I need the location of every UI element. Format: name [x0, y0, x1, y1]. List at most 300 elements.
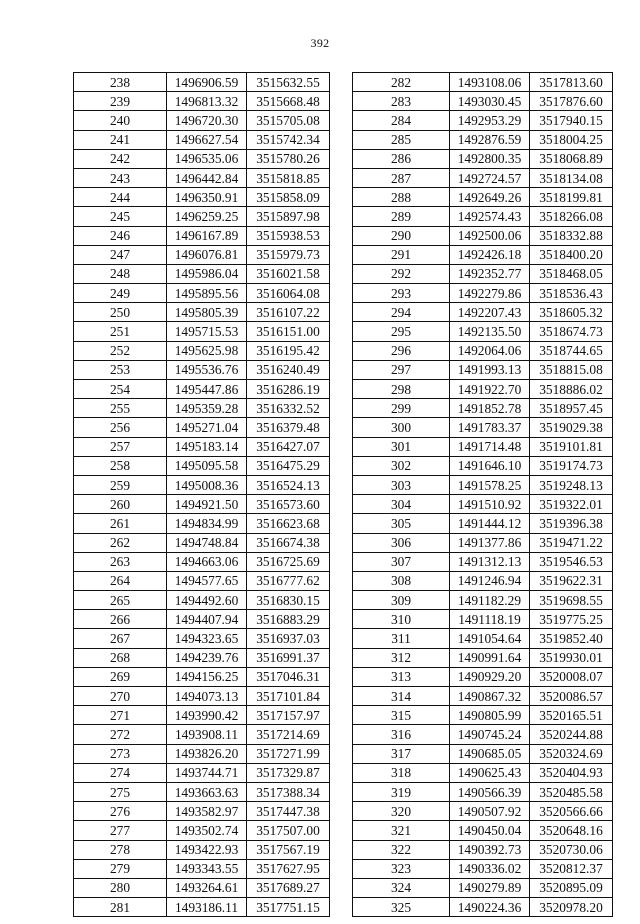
table-row — [74, 475, 330, 494]
x-coordinate-cell: 1496813.32 — [167, 92, 247, 111]
point-number-cell: 276 — [74, 802, 167, 821]
y-coordinate-cell: 3516064.08 — [247, 284, 330, 303]
x-coordinate-cell: 1494577.65 — [167, 571, 247, 590]
table-row — [74, 591, 330, 610]
y-coordinate-cell: 3516524.13 — [247, 475, 330, 494]
x-coordinate-cell: 1490566.39 — [450, 782, 530, 801]
x-coordinate-cell: 1490507.92 — [450, 802, 530, 821]
table-row — [74, 188, 330, 207]
x-coordinate-cell: 1492279.86 — [450, 284, 530, 303]
table-row — [353, 226, 613, 245]
table-row — [74, 130, 330, 149]
table-row — [353, 744, 613, 763]
point-number-cell: 259 — [74, 475, 167, 494]
y-coordinate-cell: 3515897.98 — [247, 207, 330, 226]
point-number-cell: 241 — [74, 130, 167, 149]
table-row — [353, 514, 613, 533]
point-number-cell: 256 — [74, 418, 167, 437]
y-coordinate-cell: 3516107.22 — [247, 303, 330, 322]
x-coordinate-cell: 1495895.56 — [167, 284, 247, 303]
x-coordinate-cell: 1490625.43 — [450, 763, 530, 782]
table-row — [353, 878, 613, 897]
y-coordinate-cell: 3520324.69 — [530, 744, 613, 763]
x-coordinate-cell: 1493582.97 — [167, 802, 247, 821]
y-coordinate-cell: 3515818.85 — [247, 168, 330, 187]
table-row — [353, 360, 613, 379]
y-coordinate-cell: 3516991.37 — [247, 648, 330, 667]
point-number-cell: 254 — [74, 380, 167, 399]
x-coordinate-cell: 1494073.13 — [167, 687, 247, 706]
x-coordinate-cell: 1492207.43 — [450, 303, 530, 322]
point-number-cell: 266 — [74, 610, 167, 629]
y-coordinate-cell: 3516286.19 — [247, 380, 330, 399]
table-row — [353, 437, 613, 456]
table-row — [74, 878, 330, 897]
x-coordinate-cell: 1490279.89 — [450, 878, 530, 897]
y-coordinate-cell: 3516883.29 — [247, 610, 330, 629]
y-coordinate-cell: 3517507.00 — [247, 821, 330, 840]
y-coordinate-cell: 3518536.43 — [530, 284, 613, 303]
point-number-cell: 248 — [74, 264, 167, 283]
x-coordinate-cell: 1494748.84 — [167, 533, 247, 552]
y-coordinate-cell: 3519396.38 — [530, 514, 613, 533]
point-number-cell: 258 — [74, 456, 167, 475]
table-row — [74, 802, 330, 821]
y-coordinate-cell: 3520978.20 — [530, 898, 613, 917]
point-number-cell: 263 — [74, 552, 167, 571]
y-coordinate-cell: 3517447.38 — [247, 802, 330, 821]
point-number-cell: 245 — [74, 207, 167, 226]
point-number-cell: 294 — [353, 303, 450, 322]
x-coordinate-cell: 1493264.61 — [167, 878, 247, 897]
point-number-cell: 290 — [353, 226, 450, 245]
table-row — [74, 898, 330, 917]
x-coordinate-cell: 1495447.86 — [167, 380, 247, 399]
table-row — [74, 667, 330, 686]
y-coordinate-cell: 3520165.51 — [530, 706, 613, 725]
y-coordinate-cell: 3517046.31 — [247, 667, 330, 686]
point-number-cell: 298 — [353, 380, 450, 399]
x-coordinate-cell: 1491444.12 — [450, 514, 530, 533]
table-row — [353, 380, 613, 399]
x-coordinate-cell: 1494239.76 — [167, 648, 247, 667]
table-row — [353, 456, 613, 475]
point-number-cell: 295 — [353, 322, 450, 341]
x-coordinate-cell: 1491852.78 — [450, 399, 530, 418]
point-number-cell: 247 — [74, 245, 167, 264]
x-coordinate-cell: 1493186.11 — [167, 898, 247, 917]
table-row — [74, 284, 330, 303]
x-coordinate-cell: 1492135.50 — [450, 322, 530, 341]
table-row — [353, 782, 613, 801]
x-coordinate-cell: 1490867.32 — [450, 687, 530, 706]
table-row — [353, 92, 613, 111]
table-row — [353, 591, 613, 610]
y-coordinate-cell: 3517101.84 — [247, 687, 330, 706]
x-coordinate-cell: 1496535.06 — [167, 149, 247, 168]
table-row — [353, 648, 613, 667]
table-row — [74, 168, 330, 187]
x-coordinate-cell: 1490392.73 — [450, 840, 530, 859]
table-row — [74, 687, 330, 706]
point-number-cell: 257 — [74, 437, 167, 456]
x-coordinate-cell: 1495095.58 — [167, 456, 247, 475]
y-coordinate-cell: 3516777.62 — [247, 571, 330, 590]
table-row — [353, 418, 613, 437]
x-coordinate-cell: 1491510.92 — [450, 495, 530, 514]
table-row — [353, 73, 613, 92]
x-coordinate-cell: 1492876.59 — [450, 130, 530, 149]
x-coordinate-cell: 1491922.70 — [450, 380, 530, 399]
x-coordinate-cell: 1493502.74 — [167, 821, 247, 840]
table-row — [74, 92, 330, 111]
point-number-cell: 283 — [353, 92, 450, 111]
table-row — [353, 188, 613, 207]
x-coordinate-cell: 1492800.35 — [450, 149, 530, 168]
table-row — [353, 725, 613, 744]
point-number-cell: 311 — [353, 629, 450, 648]
x-coordinate-cell: 1491646.10 — [450, 456, 530, 475]
point-number-cell: 324 — [353, 878, 450, 897]
point-number-cell: 307 — [353, 552, 450, 571]
point-number-cell: 274 — [74, 763, 167, 782]
y-coordinate-cell: 3517940.15 — [530, 111, 613, 130]
point-number-cell: 260 — [74, 495, 167, 514]
y-coordinate-cell: 3520812.37 — [530, 859, 613, 878]
y-coordinate-cell: 3518468.05 — [530, 264, 613, 283]
y-coordinate-cell: 3519930.01 — [530, 648, 613, 667]
point-number-cell: 250 — [74, 303, 167, 322]
y-coordinate-cell: 3515979.73 — [247, 245, 330, 264]
point-number-cell: 308 — [353, 571, 450, 590]
point-number-cell: 238 — [74, 73, 167, 92]
x-coordinate-cell: 1496167.89 — [167, 226, 247, 245]
y-coordinate-cell: 3519101.81 — [530, 437, 613, 456]
x-coordinate-cell: 1492724.57 — [450, 168, 530, 187]
x-coordinate-cell: 1495183.14 — [167, 437, 247, 456]
point-number-cell: 304 — [353, 495, 450, 514]
point-number-cell: 325 — [353, 898, 450, 917]
y-coordinate-cell: 3520566.66 — [530, 802, 613, 821]
table-row — [353, 303, 613, 322]
table-row — [74, 207, 330, 226]
table-row — [353, 149, 613, 168]
x-coordinate-cell: 1492649.26 — [450, 188, 530, 207]
page-number: 392 — [310, 36, 330, 50]
y-coordinate-cell: 3516674.38 — [247, 533, 330, 552]
table-row — [74, 840, 330, 859]
y-coordinate-cell: 3519698.55 — [530, 591, 613, 610]
x-coordinate-cell: 1491312.13 — [450, 552, 530, 571]
x-coordinate-cell: 1496627.54 — [167, 130, 247, 149]
y-coordinate-cell: 3518605.32 — [530, 303, 613, 322]
x-coordinate-cell: 1494156.25 — [167, 667, 247, 686]
point-number-cell: 309 — [353, 591, 450, 610]
table-row — [353, 264, 613, 283]
x-coordinate-cell: 1492500.06 — [450, 226, 530, 245]
table-row — [353, 840, 613, 859]
x-coordinate-cell: 1496720.30 — [167, 111, 247, 130]
x-coordinate-cell: 1494834.99 — [167, 514, 247, 533]
table-row — [74, 514, 330, 533]
table-row — [74, 149, 330, 168]
table-row — [74, 744, 330, 763]
table-row — [353, 667, 613, 686]
x-coordinate-cell: 1496259.25 — [167, 207, 247, 226]
x-coordinate-cell: 1491993.13 — [450, 360, 530, 379]
table-row — [74, 533, 330, 552]
table-row — [74, 303, 330, 322]
point-number-cell: 303 — [353, 475, 450, 494]
point-number-cell: 296 — [353, 341, 450, 360]
x-coordinate-cell: 1492953.29 — [450, 111, 530, 130]
table-row — [353, 687, 613, 706]
point-number-cell: 281 — [74, 898, 167, 917]
point-number-cell: 262 — [74, 533, 167, 552]
y-coordinate-cell: 3519546.53 — [530, 552, 613, 571]
y-coordinate-cell: 3519471.22 — [530, 533, 613, 552]
y-coordinate-cell: 3515780.26 — [247, 149, 330, 168]
y-coordinate-cell: 3515858.09 — [247, 188, 330, 207]
point-number-cell: 301 — [353, 437, 450, 456]
point-number-cell: 255 — [74, 399, 167, 418]
point-number-cell: 297 — [353, 360, 450, 379]
table-row — [74, 245, 330, 264]
table-row — [74, 859, 330, 878]
y-coordinate-cell: 3517876.60 — [530, 92, 613, 111]
x-coordinate-cell: 1494323.65 — [167, 629, 247, 648]
x-coordinate-cell: 1490991.64 — [450, 648, 530, 667]
y-coordinate-cell: 3515668.48 — [247, 92, 330, 111]
table-row — [353, 130, 613, 149]
point-number-cell: 302 — [353, 456, 450, 475]
y-coordinate-cell: 3520404.93 — [530, 763, 613, 782]
table-row — [353, 610, 613, 629]
table-row — [74, 706, 330, 725]
y-coordinate-cell: 3520485.58 — [530, 782, 613, 801]
y-coordinate-cell: 3520244.88 — [530, 725, 613, 744]
y-coordinate-cell: 3516830.15 — [247, 591, 330, 610]
table-row — [353, 821, 613, 840]
x-coordinate-cell: 1495008.36 — [167, 475, 247, 494]
y-coordinate-cell: 3517567.19 — [247, 840, 330, 859]
table-row — [74, 571, 330, 590]
x-coordinate-cell: 1491246.94 — [450, 571, 530, 590]
point-number-cell: 323 — [353, 859, 450, 878]
y-coordinate-cell: 3517813.60 — [530, 73, 613, 92]
x-coordinate-cell: 1492064.06 — [450, 341, 530, 360]
x-coordinate-cell: 1495359.28 — [167, 399, 247, 418]
x-coordinate-cell: 1495805.39 — [167, 303, 247, 322]
y-coordinate-cell: 3516195.42 — [247, 341, 330, 360]
table-row — [353, 341, 613, 360]
table-row — [74, 360, 330, 379]
x-coordinate-cell: 1496442.84 — [167, 168, 247, 187]
table-row — [353, 763, 613, 782]
point-number-cell: 286 — [353, 149, 450, 168]
table-row — [74, 437, 330, 456]
table-row — [353, 533, 613, 552]
point-number-cell: 273 — [74, 744, 167, 763]
table-row — [74, 418, 330, 437]
y-coordinate-cell: 3515742.34 — [247, 130, 330, 149]
x-coordinate-cell: 1492426.18 — [450, 245, 530, 264]
point-number-cell: 269 — [74, 667, 167, 686]
point-number-cell: 264 — [74, 571, 167, 590]
table-row — [74, 552, 330, 571]
table-row — [74, 264, 330, 283]
point-number-cell: 282 — [353, 73, 450, 92]
y-coordinate-cell: 3519174.73 — [530, 456, 613, 475]
table-row — [353, 629, 613, 648]
point-number-cell: 251 — [74, 322, 167, 341]
y-coordinate-cell: 3518332.88 — [530, 226, 613, 245]
point-number-cell: 268 — [74, 648, 167, 667]
table-row — [74, 73, 330, 92]
point-number-cell: 299 — [353, 399, 450, 418]
x-coordinate-cell: 1494921.50 — [167, 495, 247, 514]
table-row — [74, 341, 330, 360]
x-coordinate-cell: 1491377.86 — [450, 533, 530, 552]
table-row — [74, 629, 330, 648]
y-coordinate-cell: 3516151.00 — [247, 322, 330, 341]
y-coordinate-cell: 3519029.38 — [530, 418, 613, 437]
table-row — [74, 380, 330, 399]
table-row — [353, 399, 613, 418]
table-row — [353, 475, 613, 494]
point-number-cell: 279 — [74, 859, 167, 878]
table-row — [74, 111, 330, 130]
x-coordinate-cell: 1491182.29 — [450, 591, 530, 610]
y-coordinate-cell: 3516427.07 — [247, 437, 330, 456]
y-coordinate-cell: 3518004.25 — [530, 130, 613, 149]
y-coordinate-cell: 3517214.69 — [247, 725, 330, 744]
point-number-cell: 313 — [353, 667, 450, 686]
x-coordinate-cell: 1491054.64 — [450, 629, 530, 648]
x-coordinate-cell: 1491714.48 — [450, 437, 530, 456]
y-coordinate-cell: 3516021.58 — [247, 264, 330, 283]
x-coordinate-cell: 1490929.20 — [450, 667, 530, 686]
y-coordinate-cell: 3520008.07 — [530, 667, 613, 686]
x-coordinate-cell: 1493343.55 — [167, 859, 247, 878]
point-number-cell: 261 — [74, 514, 167, 533]
table-row — [353, 322, 613, 341]
x-coordinate-cell: 1493826.20 — [167, 744, 247, 763]
table-row — [353, 802, 613, 821]
point-number-cell: 312 — [353, 648, 450, 667]
x-coordinate-cell: 1493422.93 — [167, 840, 247, 859]
point-number-cell: 289 — [353, 207, 450, 226]
point-number-cell: 322 — [353, 840, 450, 859]
point-number-cell: 242 — [74, 149, 167, 168]
y-coordinate-cell: 3518886.02 — [530, 380, 613, 399]
point-number-cell: 244 — [74, 188, 167, 207]
table-row — [74, 399, 330, 418]
x-coordinate-cell: 1495271.04 — [167, 418, 247, 437]
point-number-cell: 317 — [353, 744, 450, 763]
point-number-cell: 320 — [353, 802, 450, 821]
point-number-cell: 253 — [74, 360, 167, 379]
point-number-cell: 270 — [74, 687, 167, 706]
y-coordinate-cell: 3517271.99 — [247, 744, 330, 763]
y-coordinate-cell: 3515705.08 — [247, 111, 330, 130]
table-row — [353, 168, 613, 187]
table-row — [74, 648, 330, 667]
x-coordinate-cell: 1493108.06 — [450, 73, 530, 92]
x-coordinate-cell: 1493744.71 — [167, 763, 247, 782]
x-coordinate-cell: 1495986.04 — [167, 264, 247, 283]
point-number-cell: 315 — [353, 706, 450, 725]
table-row — [353, 111, 613, 130]
y-coordinate-cell: 3518957.45 — [530, 399, 613, 418]
y-coordinate-cell: 3516623.68 — [247, 514, 330, 533]
point-number-cell: 318 — [353, 763, 450, 782]
point-number-cell: 291 — [353, 245, 450, 264]
point-number-cell: 288 — [353, 188, 450, 207]
y-coordinate-cell: 3519322.01 — [530, 495, 613, 514]
point-number-cell: 293 — [353, 284, 450, 303]
point-number-cell: 249 — [74, 284, 167, 303]
point-number-cell: 285 — [353, 130, 450, 149]
table-row — [353, 898, 613, 917]
x-coordinate-cell: 1492574.43 — [450, 207, 530, 226]
y-coordinate-cell: 3518815.08 — [530, 360, 613, 379]
y-coordinate-cell: 3517627.95 — [247, 859, 330, 878]
table-row — [353, 245, 613, 264]
x-coordinate-cell: 1495625.98 — [167, 341, 247, 360]
y-coordinate-cell: 3516937.03 — [247, 629, 330, 648]
x-coordinate-cell: 1493030.45 — [450, 92, 530, 111]
x-coordinate-cell: 1491783.37 — [450, 418, 530, 437]
y-coordinate-cell: 3519775.25 — [530, 610, 613, 629]
y-coordinate-cell: 3517751.15 — [247, 898, 330, 917]
point-number-cell: 287 — [353, 168, 450, 187]
point-number-cell: 277 — [74, 821, 167, 840]
point-number-cell: 316 — [353, 725, 450, 744]
x-coordinate-cell: 1494407.94 — [167, 610, 247, 629]
point-number-cell: 292 — [353, 264, 450, 283]
table-row — [74, 782, 330, 801]
y-coordinate-cell: 3516573.60 — [247, 495, 330, 514]
x-coordinate-cell: 1493990.42 — [167, 706, 247, 725]
x-coordinate-cell: 1496906.59 — [167, 73, 247, 92]
point-number-cell: 240 — [74, 111, 167, 130]
y-coordinate-cell: 3517689.27 — [247, 878, 330, 897]
y-coordinate-cell: 3518068.89 — [530, 149, 613, 168]
y-coordinate-cell: 3516725.69 — [247, 552, 330, 571]
y-coordinate-cell: 3517329.87 — [247, 763, 330, 782]
point-number-cell: 314 — [353, 687, 450, 706]
y-coordinate-cell: 3515632.55 — [247, 73, 330, 92]
y-coordinate-cell: 3519248.13 — [530, 475, 613, 494]
point-number-cell: 265 — [74, 591, 167, 610]
y-coordinate-cell: 3520648.16 — [530, 821, 613, 840]
y-coordinate-cell: 3517388.34 — [247, 782, 330, 801]
x-coordinate-cell: 1496076.81 — [167, 245, 247, 264]
point-number-cell: 243 — [74, 168, 167, 187]
y-coordinate-cell: 3518400.20 — [530, 245, 613, 264]
table-row — [74, 763, 330, 782]
y-coordinate-cell: 3516332.52 — [247, 399, 330, 418]
point-number-cell: 252 — [74, 341, 167, 360]
y-coordinate-cell: 3518134.08 — [530, 168, 613, 187]
table-row — [74, 322, 330, 341]
point-number-cell: 310 — [353, 610, 450, 629]
point-number-cell: 284 — [353, 111, 450, 130]
table-row — [353, 284, 613, 303]
table-row — [74, 821, 330, 840]
x-coordinate-cell: 1490224.36 — [450, 898, 530, 917]
